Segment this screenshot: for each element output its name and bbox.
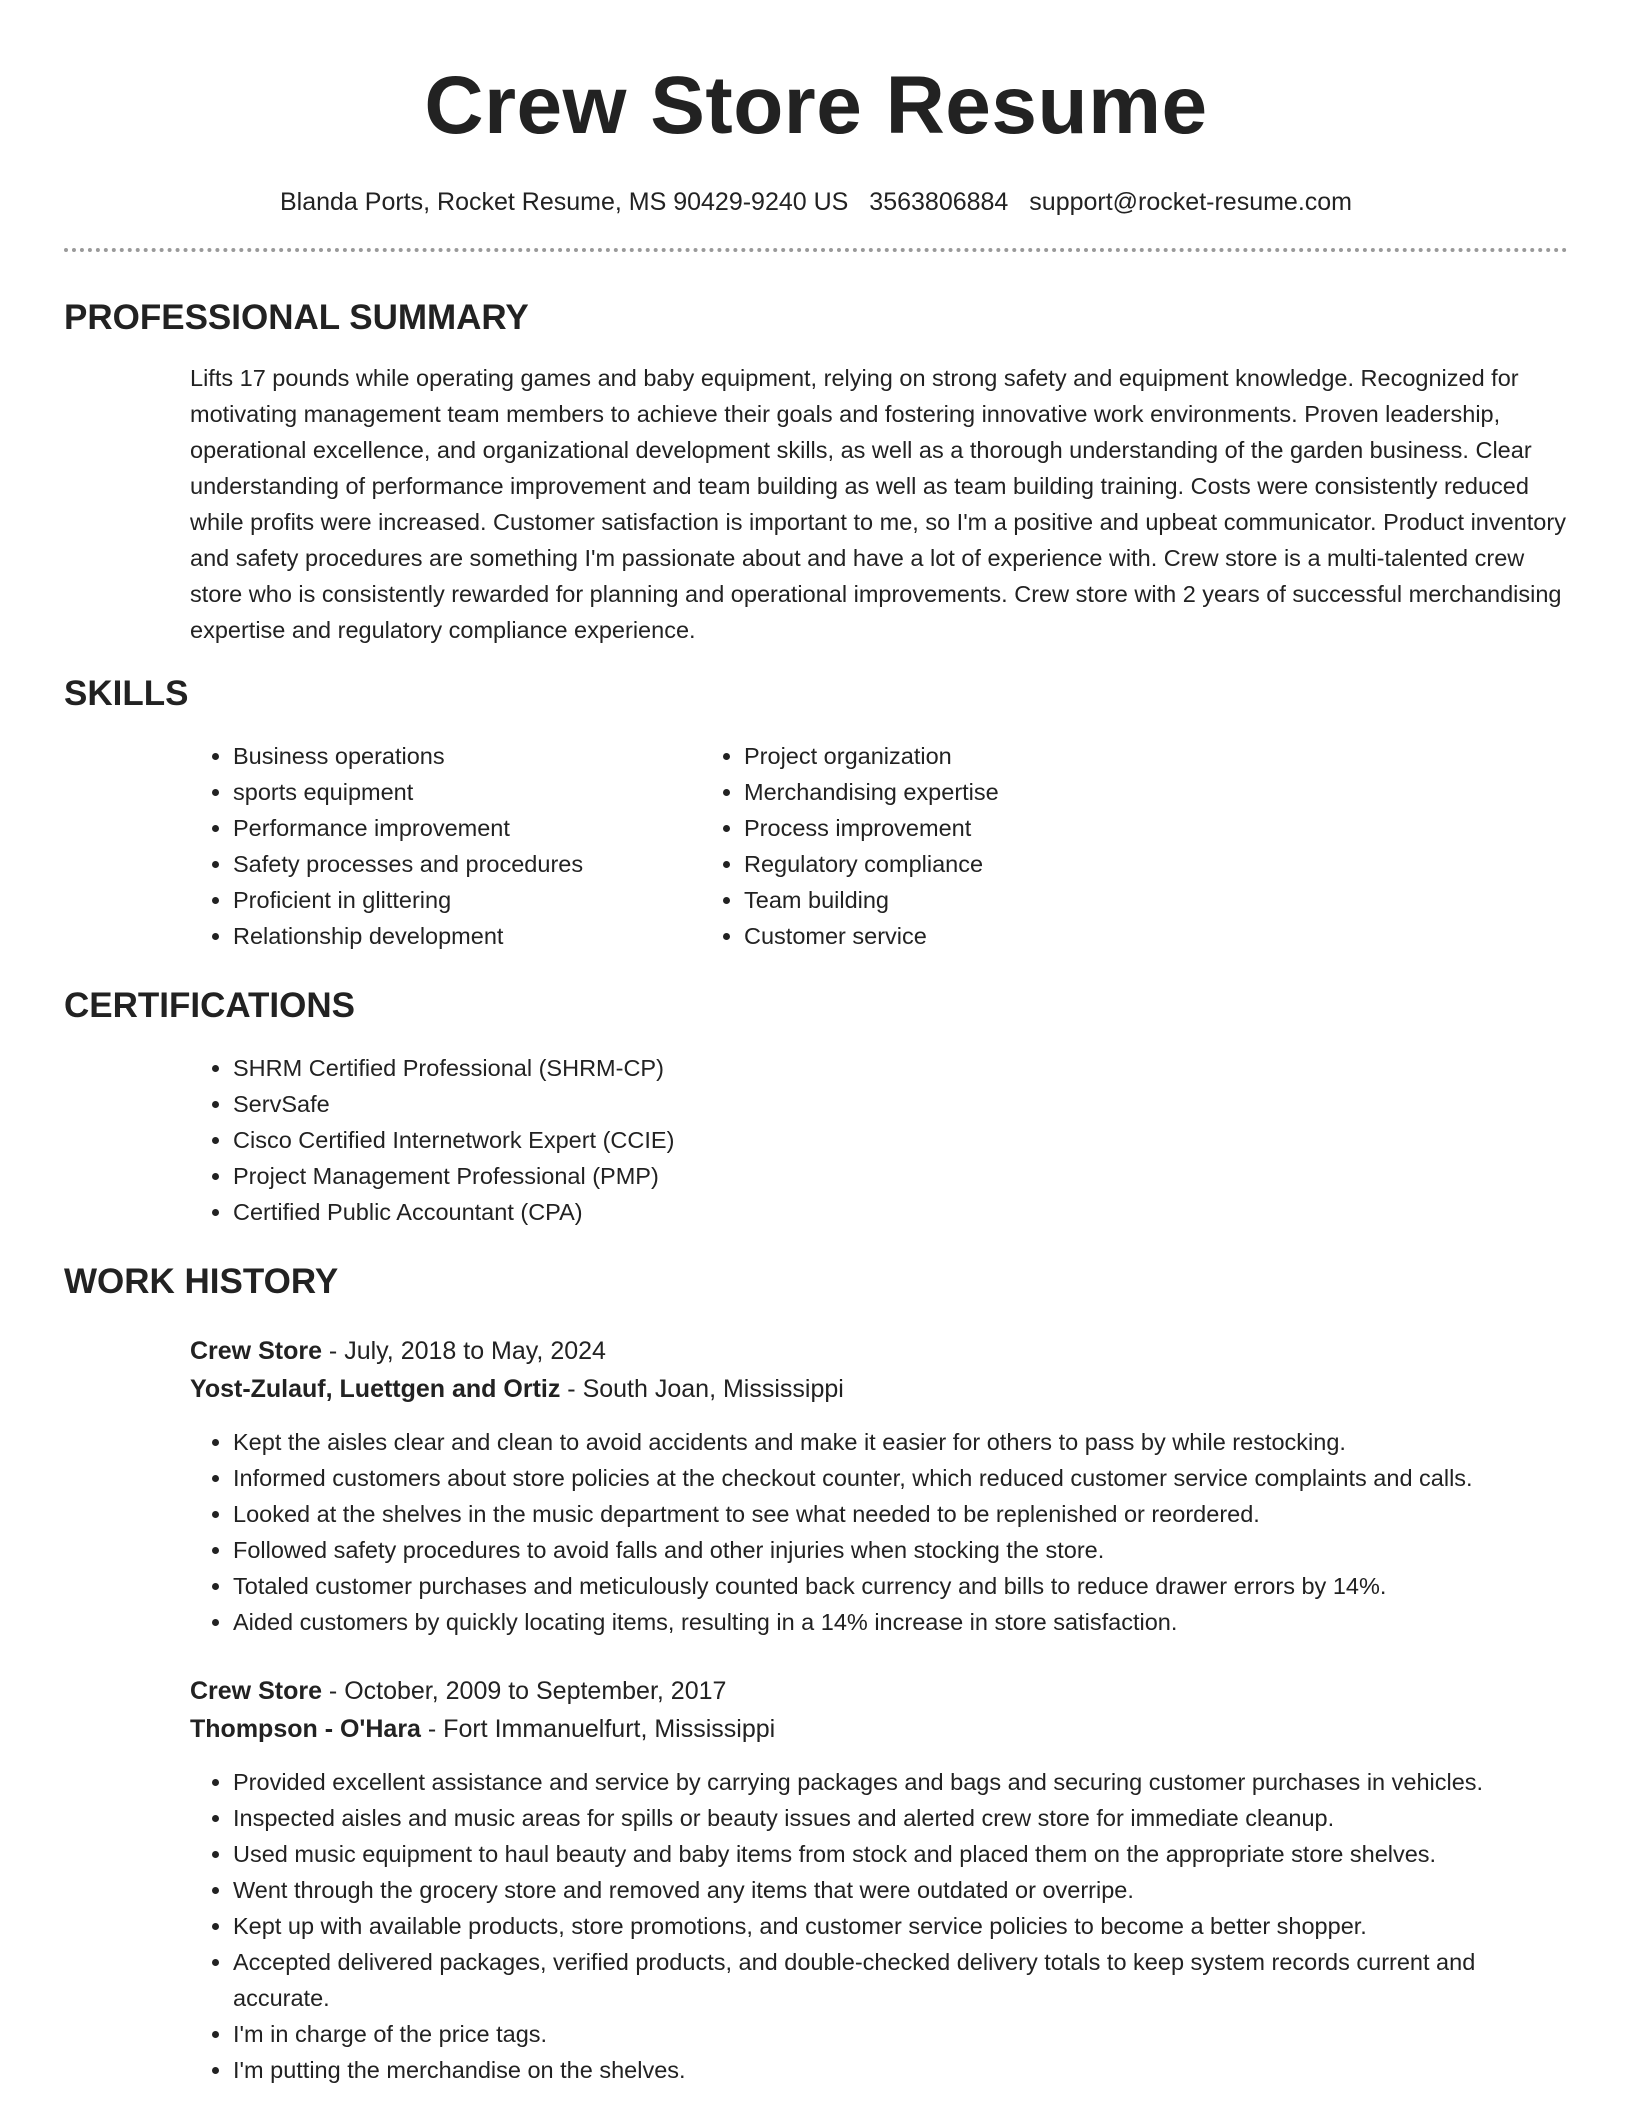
skills-heading: SKILLS — [64, 674, 189, 713]
job-location: - Fort Immanuelfurt, Mississippi — [420, 1715, 776, 1743]
certifications-list — [64, 1050, 1568, 1230]
job-bullet: • Informed customers about store policies at the checkout counter, which reduced customer service complaints and calls. — [233, 1460, 1568, 1496]
skill-item: • Customer service — [744, 918, 1568, 954]
job-bullet: • Totaled customer purchases and meticulously counted back currency and bills to reduce drawer errors by 14%. — [233, 1568, 1568, 1604]
job-location: - South Joan, Mississippi — [560, 1375, 844, 1403]
summary-heading: PROFESSIONAL SUMMARY — [64, 298, 529, 337]
job-title-line — [190, 1672, 1568, 1710]
certification-item: • Cisco Certified Internetwork Expert (CCIE) — [233, 1122, 1568, 1158]
skill-item: • Regulatory compliance — [744, 846, 1568, 882]
job-entry — [190, 1672, 1568, 2088]
skill-item: • Relationship development — [233, 918, 744, 954]
certification-item: • SHRM Certified Professional (SHRM-CP) — [233, 1050, 1568, 1086]
skills-right-column — [575, 738, 1568, 954]
skill-item: • sports equipment — [233, 774, 744, 810]
contact-line — [64, 186, 1568, 218]
job-bullet-list — [190, 1764, 1568, 2088]
skill-item: • Process improvement — [744, 810, 1568, 846]
job-bullet: • Looked at the shelves in the music department to see what needed to be replenished or reordered. — [233, 1496, 1568, 1532]
skill-item: • Performance improvement — [233, 810, 744, 846]
contact-address: Blanda Ports, Rocket Resume, MS 90429-9240 US — [279, 188, 849, 216]
certifications-heading: CERTIFICATIONS — [64, 986, 356, 1025]
work-history-heading: WORK HISTORY — [64, 1262, 339, 1301]
job-dates: - October, 2009 to September, 2017 — [321, 1677, 727, 1705]
skill-item: • Proficient in glittering — [233, 882, 744, 918]
skill-item: • Team building — [744, 882, 1568, 918]
contact-email: support@rocket-resume.com — [1029, 188, 1353, 216]
skill-item: • Project organization — [744, 738, 1568, 774]
job-bullet: • Kept up with available products, store promotions, and customer service policies to become a better shopper. — [233, 1908, 1568, 1944]
job-bullet: • Provided excellent assistance and service by carrying packages and bags and securing customer purchases in vehicles. — [233, 1764, 1568, 1800]
job-bullet: • Inspected aisles and music areas for spills or beauty issues and alerted crew store for immediate cleanup. — [233, 1800, 1568, 1836]
summary-text: Lifts 17 pounds while operating games and baby equipment, relying on strong safety and equipment knowledge. Recognized for motivating management team members to achieve their goals and fostering innovative work environments. Proven leadership, operational excellence, and organizational development skills, as well as a thorough understanding of the garden business. Clear understanding of performance improvement and team building as well as team building training. Costs were consistently reduced while profits were increased. Customer satisfaction is important to me, so I'm a positive and upbeat communicator. Product inventory and safety procedures are something I'm passionate about and have a lot of experience with. Crew store is a multi-talented crew store who is consistently rewarded for planning and operational improvements. Crew store with 2 years of successful merchandising expertise and regulatory compliance experience. — [190, 365, 1566, 643]
skills-section — [64, 672, 1568, 954]
job-role: Crew Store — [190, 1337, 322, 1365]
job-bullet: • Followed safety procedures to avoid falls and other injuries when stocking the store. — [233, 1532, 1568, 1568]
job-company-line — [190, 1710, 1568, 1748]
job-bullet: • Kept the aisles clear and clean to avoid accidents and make it easier for others to pass by while restocking. — [233, 1424, 1568, 1460]
certifications-section — [64, 984, 1568, 1230]
job-company-line — [190, 1370, 1568, 1408]
job-bullet: • I'm putting the merchandise on the shelves. — [233, 2052, 1568, 2088]
job-dates: - July, 2018 to May, 2024 — [321, 1337, 606, 1365]
resume-title: Crew Store Resume — [424, 60, 1208, 151]
certification-item: • ServSafe — [233, 1086, 1568, 1122]
job-bullet-list — [190, 1424, 1568, 1640]
job-bullet: • Accepted delivered packages, verified products, and double-checked delivery totals to keep system records current and accurate. — [233, 1944, 1568, 2016]
contact-phone: 3563806884 — [869, 188, 1009, 216]
header-divider — [64, 248, 1568, 252]
job-bullet: • Went through the grocery store and removed any items that were outdated or overripe. — [233, 1872, 1568, 1908]
skill-item: • Safety processes and procedures — [233, 846, 744, 882]
skills-grid — [64, 738, 1568, 954]
job-entry — [190, 1332, 1568, 1640]
work-history-section — [64, 1260, 1568, 2088]
job-role: Crew Store — [190, 1677, 322, 1705]
skill-item: • Business operations — [233, 738, 744, 774]
job-bullet: • Aided customers by quickly locating items, resulting in a 14% increase in store satisfaction. — [233, 1604, 1568, 1640]
certification-item: • Project Management Professional (PMP) — [233, 1158, 1568, 1194]
skills-list-right — [575, 738, 1568, 954]
job-company: Yost-Zulauf, Luettgen and Ortiz — [190, 1375, 561, 1403]
summary-section — [64, 296, 1568, 648]
job-company: Thompson - O'Hara — [190, 1715, 421, 1743]
skill-item: • Merchandising expertise — [744, 774, 1568, 810]
job-title-line — [190, 1332, 1568, 1370]
job-bullet: • Used music equipment to haul beauty and baby items from stock and placed them on the appropriate store shelves. — [233, 1836, 1568, 1872]
job-bullet: • I'm in charge of the price tags. — [233, 2016, 1568, 2052]
certification-item: • Certified Public Accountant (CPA) — [233, 1194, 1568, 1230]
